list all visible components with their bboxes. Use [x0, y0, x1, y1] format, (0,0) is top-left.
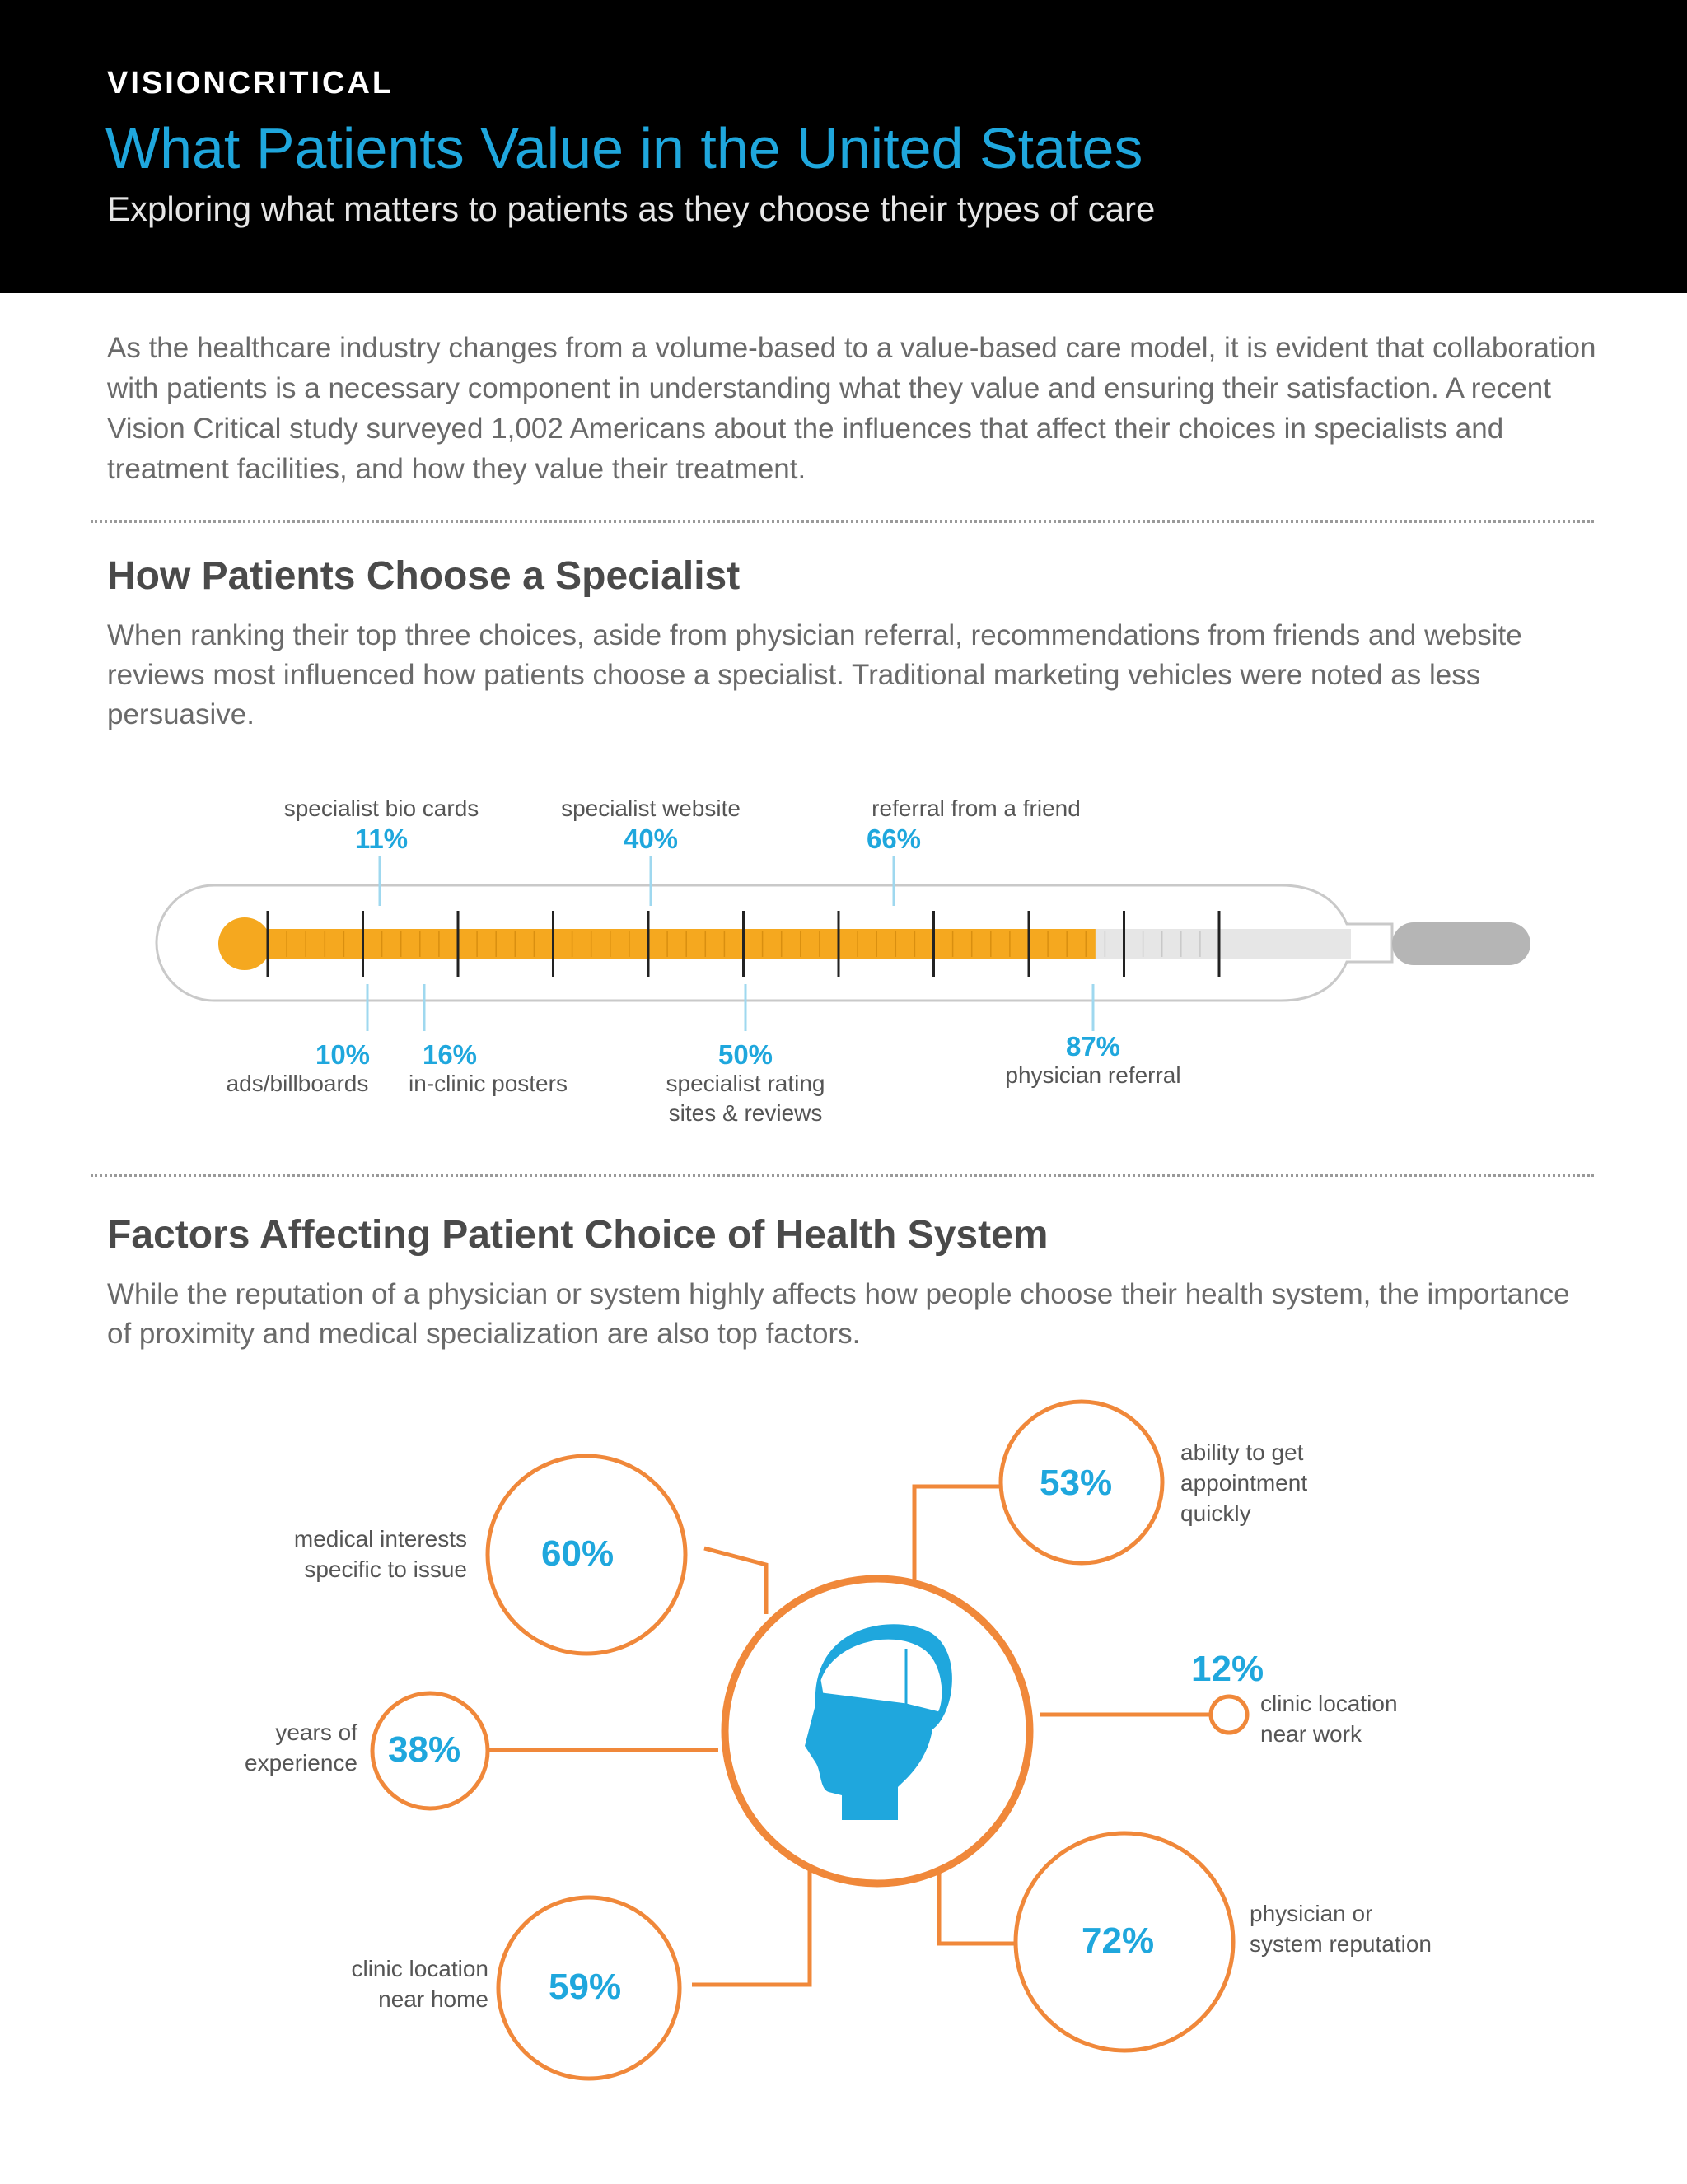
connector-53	[914, 1486, 1003, 1585]
factor-label-60: medical interests specific to issue	[293, 1526, 467, 1582]
value-physician: 87%	[1065, 1031, 1121, 1062]
factor-label-72: physician or system reputation	[1250, 1901, 1432, 1957]
label-website: specialist website	[561, 796, 741, 821]
label-ads: ads/billboards	[226, 1071, 369, 1096]
label-bio-cards: specialist bio cards	[283, 796, 479, 821]
value-rating: 50%	[717, 1039, 773, 1070]
factor-label-59: clinic location near home	[351, 1956, 488, 2012]
factor-value-72: 72%	[1082, 1920, 1155, 1961]
factor-value-59: 59%	[549, 1967, 622, 2007]
label-posters: in-clinic posters	[409, 1071, 568, 1096]
circle-12	[1211, 1696, 1247, 1733]
factor-value-38: 38%	[388, 1729, 461, 1770]
value-website: 40%	[623, 824, 679, 854]
health-system-description: While the reputation of a physician or system highly affects how people choose their health system, the importance of proximity and medical specialization are also top factors.	[107, 1278, 1570, 1350]
value-bio-cards: 11%	[354, 824, 409, 854]
connector-60	[704, 1548, 766, 1614]
page-subtitle: Exploring what matters to patients as they choose their types of care	[107, 189, 1156, 228]
label-rating-line2: sites & reviews	[668, 1100, 823, 1126]
factor-label-38: years of experience	[245, 1720, 357, 1776]
factor-label-53: ability to get appointment quickly	[1180, 1440, 1308, 1526]
intro-paragraph: As the healthcare industry changes from a volume-based to a value-based care model, it is evident that collaboration with patients is a necessary component in understanding what they value and ensuring their satisfaction. A recent Vision Critical study surveyed 1,002 Americans about the influences that affect their choices in specialists and treatment facilities, and how they value their treatment.	[107, 332, 1596, 485]
factor-label-12: clinic location near work	[1260, 1691, 1398, 1747]
specialist-description: When ranking their top three choices, aside from physician referral, recommendations from friends and website reviews most influenced how patients choose a specialist. Traditional marketing vehicles were noted as less persuasive.	[107, 619, 1522, 730]
value-ads: 10%	[315, 1039, 371, 1070]
label-physician: physician referral	[1005, 1062, 1181, 1088]
specialist-heading: How Patients Choose a Specialist	[107, 554, 741, 598]
factor-value-60: 60%	[541, 1533, 615, 1574]
label-friend: referral from a friend	[872, 796, 1081, 821]
page-title: What Patients Value in the United States	[105, 116, 1143, 180]
connector-59	[692, 1845, 810, 1985]
health-system-heading: Factors Affecting Patient Choice of Health System	[107, 1213, 1049, 1257]
factor-value-12: 12%	[1191, 1649, 1264, 1689]
factor-value-53: 53%	[1040, 1463, 1113, 1503]
value-posters: 16%	[422, 1039, 478, 1070]
value-friend: 66%	[866, 824, 922, 854]
brand-logo: VISIONCRITICAL	[107, 66, 395, 100]
label-rating-line1: specialist rating	[666, 1071, 825, 1096]
